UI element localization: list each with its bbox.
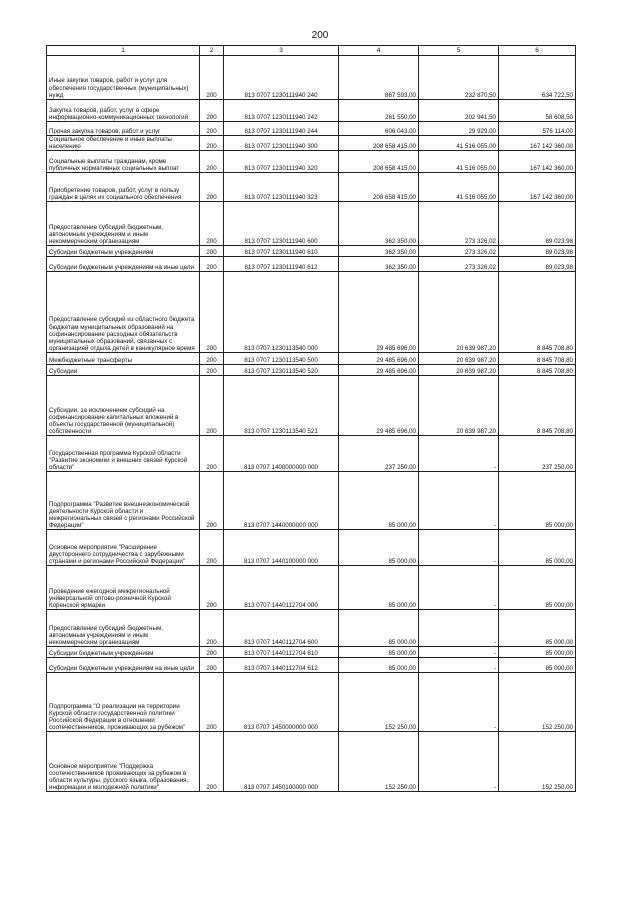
column-header-3: 3: [224, 46, 339, 56]
row-executed-amount-cell: 29 929,00: [419, 122, 499, 136]
row-budget-code-cell: 813 0707 1230113540 520: [224, 365, 339, 376]
row-rs-code-cell: 200: [200, 376, 224, 436]
row-unexecuted-amount-cell: 85 000,00: [499, 472, 576, 530]
row-unexecuted-amount-cell: 85 000,00: [499, 530, 576, 566]
row-executed-amount-cell: 41 516 055,00: [419, 173, 499, 202]
row-budget-code-cell: 813 0707 1440000000 000: [224, 472, 339, 530]
row-approved-amount-cell: 867 593,00: [339, 56, 419, 100]
row-name-cell: Предоставление субсидий из областного бюджета бюджетам муниципальных образований на софинансирование расходных обязательств муниципальных образований, связанных с организацией отдыха детей в каникулярное время: [47, 272, 200, 353]
table-row: [47, 732, 576, 792]
row-budget-code-cell: 813 0707 1440112704 612: [224, 658, 339, 673]
row-unexecuted-amount-cell: 576 114,00: [499, 122, 576, 136]
table-row: [47, 246, 576, 257]
row-name-cell: Государственная программа Курской области "Развитие экономики и внешних связей Курской области": [47, 436, 200, 472]
row-unexecuted-amount-cell: 152 250,00: [499, 732, 576, 792]
row-name-cell: Основное мероприятие "Поддержка соотечественников проживающих за рубежом в области культуры, русского языка, образования, информации и молодежной политики": [47, 732, 200, 792]
row-approved-amount-cell: 85 000,00: [339, 472, 419, 530]
table-row: [47, 673, 576, 732]
row-unexecuted-amount-cell: 237 250,00: [499, 436, 576, 472]
table-row: [47, 472, 576, 530]
row-name-cell: Социальные выплаты гражданам, кроме публичных нормативных социальных выплат: [47, 151, 200, 173]
row-approved-amount-cell: 152 250,00: [339, 673, 419, 732]
table-body: [47, 56, 576, 792]
row-executed-amount-cell: 273 326,02: [419, 257, 499, 272]
row-executed-amount-cell: 41 516 055,00: [419, 136, 499, 151]
row-unexecuted-amount-cell: 8 845 708,80: [499, 272, 576, 353]
row-rs-code-cell: 200: [200, 732, 224, 792]
row-rs-code-cell: 200: [200, 173, 224, 202]
table-row: [47, 151, 576, 173]
row-rs-code-cell: 200: [200, 257, 224, 272]
row-unexecuted-amount-cell: 85 000,00: [499, 647, 576, 658]
row-name-cell: Приобретение товаров, работ, услуг в пользу граждан в целях их социального обеспечения: [47, 173, 200, 202]
row-name-cell: Подпрограмма "О реализации на территории Курской области государственной политики Российской Федерации в отношении соотечественников, проживающих за рубежом": [47, 673, 200, 732]
row-executed-amount-cell: 273 326,02: [419, 246, 499, 257]
row-executed-amount-cell: 232 870,50: [419, 56, 499, 100]
row-approved-amount-cell: 261 550,00: [339, 100, 419, 122]
row-unexecuted-amount-cell: 167 142 360,00: [499, 151, 576, 173]
row-rs-code-cell: 200: [200, 202, 224, 246]
table-row: [47, 122, 576, 136]
table-row: [47, 436, 576, 472]
table-row: [47, 365, 576, 376]
row-approved-amount-cell: 85 000,00: [339, 566, 419, 610]
row-executed-amount-cell: -: [419, 436, 499, 472]
row-name-cell: Основное мероприятие "Расширение двустороннего сотрудничества с зарубежными странами и регионами Российской Федерации": [47, 530, 200, 566]
row-executed-amount-cell: -: [419, 610, 499, 647]
column-header-2: 2: [200, 46, 224, 56]
budget-table: [46, 45, 576, 792]
row-budget-code-cell: 813 0707 1440100000 000: [224, 530, 339, 566]
table-row: [47, 530, 576, 566]
row-approved-amount-cell: 85 000,00: [339, 647, 419, 658]
row-unexecuted-amount-cell: 89 023,98: [499, 246, 576, 257]
table-row: [47, 56, 576, 100]
row-name-cell: Подпрограмма "Развитие внешнеэкономической деятельности Курской области и межрегиональных связей с регионами Российской Федерации": [47, 472, 200, 530]
row-budget-code-cell: 813 0707 1450100000 000: [224, 732, 339, 792]
row-approved-amount-cell: 29 485 696,00: [339, 353, 419, 365]
row-approved-amount-cell: 29 485 696,00: [339, 376, 419, 436]
row-budget-code-cell: 813 0707 1230113540 000: [224, 272, 339, 353]
row-rs-code-cell: 200: [200, 566, 224, 610]
row-budget-code-cell: 813 0707 1230111940 244: [224, 122, 339, 136]
row-rs-code-cell: 200: [200, 436, 224, 472]
row-rs-code-cell: 200: [200, 100, 224, 122]
row-rs-code-cell: 200: [200, 673, 224, 732]
row-budget-code-cell: 813 0707 1440112704 600: [224, 610, 339, 647]
row-approved-amount-cell: 29 485 696,00: [339, 272, 419, 353]
row-unexecuted-amount-cell: 8 845 708,80: [499, 353, 576, 365]
row-executed-amount-cell: 20 639 987,20: [419, 353, 499, 365]
row-unexecuted-amount-cell: 167 142 360,00: [499, 136, 576, 151]
row-approved-amount-cell: 208 658 415,00: [339, 173, 419, 202]
table-row: [47, 658, 576, 673]
row-unexecuted-amount-cell: 152 250,00: [499, 673, 576, 732]
row-budget-code-cell: 813 0707 1400000000 000: [224, 436, 339, 472]
row-budget-code-cell: 813 0707 1230111940 323: [224, 173, 339, 202]
row-name-cell: Субсидии бюджетным учреждениям на иные цели: [47, 658, 200, 673]
row-executed-amount-cell: -: [419, 673, 499, 732]
row-executed-amount-cell: 20 639 987,20: [419, 365, 499, 376]
row-executed-amount-cell: -: [419, 732, 499, 792]
row-budget-code-cell: 813 0707 1230113540 521: [224, 376, 339, 436]
row-approved-amount-cell: 362 350,00: [339, 257, 419, 272]
column-header-6: 6: [499, 46, 576, 56]
row-approved-amount-cell: 362 350,00: [339, 246, 419, 257]
row-approved-amount-cell: 85 000,00: [339, 610, 419, 647]
row-rs-code-cell: 200: [200, 353, 224, 365]
row-name-cell: Иные закупки товаров, работ и услуг для обеспечения государственных (муниципальных) нужд: [47, 56, 200, 100]
row-name-cell: Субсидии бюджетным учреждениям: [47, 647, 200, 658]
row-unexecuted-amount-cell: 85 000,00: [499, 658, 576, 673]
row-budget-code-cell: 813 0707 1230113540 500: [224, 353, 339, 365]
row-rs-code-cell: 200: [200, 122, 224, 136]
row-rs-code-cell: 200: [200, 472, 224, 530]
row-name-cell: Закупка товаров, работ, услуг в сфере информационно-коммуникационных технологий: [47, 100, 200, 122]
row-budget-code-cell: 813 0707 1230111940 300: [224, 136, 339, 151]
row-budget-code-cell: 813 0707 1230111940 612: [224, 257, 339, 272]
row-executed-amount-cell: 20 639 987,20: [419, 376, 499, 436]
row-name-cell: Субсидии бюджетным учреждениям: [47, 246, 200, 257]
table-row: [47, 566, 576, 610]
row-rs-code-cell: 200: [200, 246, 224, 257]
row-budget-code-cell: 813 0707 1230111940 242: [224, 100, 339, 122]
table-row: [47, 136, 576, 151]
row-rs-code-cell: 200: [200, 530, 224, 566]
row-name-cell: Предоставление субсидий бюджетным, автономным учреждениям и иным некоммерческим организациям: [47, 202, 200, 246]
page-number: 200: [311, 30, 329, 41]
row-budget-code-cell: 813 0707 1230111940 610: [224, 246, 339, 257]
row-approved-amount-cell: 85 000,00: [339, 658, 419, 673]
table-row: [47, 173, 576, 202]
row-unexecuted-amount-cell: 85 000,00: [499, 566, 576, 610]
row-executed-amount-cell: -: [419, 566, 499, 610]
row-approved-amount-cell: 85 000,00: [339, 530, 419, 566]
row-budget-code-cell: 813 0707 1440112704 000: [224, 566, 339, 610]
row-budget-code-cell: 813 0707 1230111940 240: [224, 56, 339, 100]
row-name-cell: Предоставление субсидий бюджетным, автономным учреждениям и иным некоммерческим организациям: [47, 610, 200, 647]
column-header-4: 4: [339, 46, 419, 56]
row-unexecuted-amount-cell: 8 845 708,80: [499, 365, 576, 376]
column-header-5: 5: [419, 46, 499, 56]
row-approved-amount-cell: 237 250,00: [339, 436, 419, 472]
row-rs-code-cell: 200: [200, 56, 224, 100]
row-approved-amount-cell: 606 043,00: [339, 122, 419, 136]
row-budget-code-cell: 813 0707 1230111940 320: [224, 151, 339, 173]
row-rs-code-cell: 200: [200, 658, 224, 673]
row-executed-amount-cell: 41 516 055,00: [419, 151, 499, 173]
row-unexecuted-amount-cell: 85 000,00: [499, 610, 576, 647]
table-row: [47, 610, 576, 647]
row-unexecuted-amount-cell: 89 023,98: [499, 202, 576, 246]
row-executed-amount-cell: 202 941,50: [419, 100, 499, 122]
row-approved-amount-cell: 29 485 696,00: [339, 365, 419, 376]
row-name-cell: Межбюджетные трансферты: [47, 353, 200, 365]
row-executed-amount-cell: 273 326,02: [419, 202, 499, 246]
row-unexecuted-amount-cell: 634 722,50: [499, 56, 576, 100]
row-name-cell: Социальное обеспечение и иные выплаты населению: [47, 136, 200, 151]
row-budget-code-cell: 813 0707 1440112704 610: [224, 647, 339, 658]
row-name-cell: Прочая закупка товаров, работ и услуг: [47, 122, 200, 136]
row-rs-code-cell: 200: [200, 136, 224, 151]
row-rs-code-cell: 200: [200, 272, 224, 353]
row-unexecuted-amount-cell: 167 142 360,00: [499, 173, 576, 202]
row-executed-amount-cell: -: [419, 647, 499, 658]
row-executed-amount-cell: 20 639 987,20: [419, 272, 499, 353]
row-budget-code-cell: 813 0707 1230111940 600: [224, 202, 339, 246]
row-approved-amount-cell: 208 658 415,00: [339, 151, 419, 173]
row-unexecuted-amount-cell: 58 608,50: [499, 100, 576, 122]
table-row: [47, 647, 576, 658]
row-name-cell: Субсидии, за исключением субсидий на софинансирование капитальных вложений в объекты государственной (муниципальной) собственности: [47, 376, 200, 436]
row-executed-amount-cell: -: [419, 472, 499, 530]
table-row: [47, 100, 576, 122]
table-row: [47, 272, 576, 353]
row-approved-amount-cell: 362 350,00: [339, 202, 419, 246]
header-row: [47, 46, 576, 56]
row-executed-amount-cell: -: [419, 658, 499, 673]
row-rs-code-cell: 200: [200, 151, 224, 173]
row-unexecuted-amount-cell: 8 845 708,80: [499, 376, 576, 436]
table-row: [47, 376, 576, 436]
row-name-cell: Проведение ежегодной межрегиональной универсальной оптово-розничной Курской Коренской ярмарки: [47, 566, 200, 610]
row-unexecuted-amount-cell: 89 023,98: [499, 257, 576, 272]
row-budget-code-cell: 813 0707 1450000000 000: [224, 673, 339, 732]
column-header-1: 1: [47, 46, 200, 56]
table-row: [47, 257, 576, 272]
row-name-cell: Субсидии бюджетным учреждениям на иные цели: [47, 257, 200, 272]
row-rs-code-cell: 200: [200, 647, 224, 658]
table-row: [47, 202, 576, 246]
row-name-cell: Субсидии: [47, 365, 200, 376]
row-rs-code-cell: 200: [200, 610, 224, 647]
row-approved-amount-cell: 208 658 415,00: [339, 136, 419, 151]
row-rs-code-cell: 200: [200, 365, 224, 376]
row-approved-amount-cell: 152 250,00: [339, 732, 419, 792]
table-row: [47, 353, 576, 365]
row-executed-amount-cell: -: [419, 530, 499, 566]
